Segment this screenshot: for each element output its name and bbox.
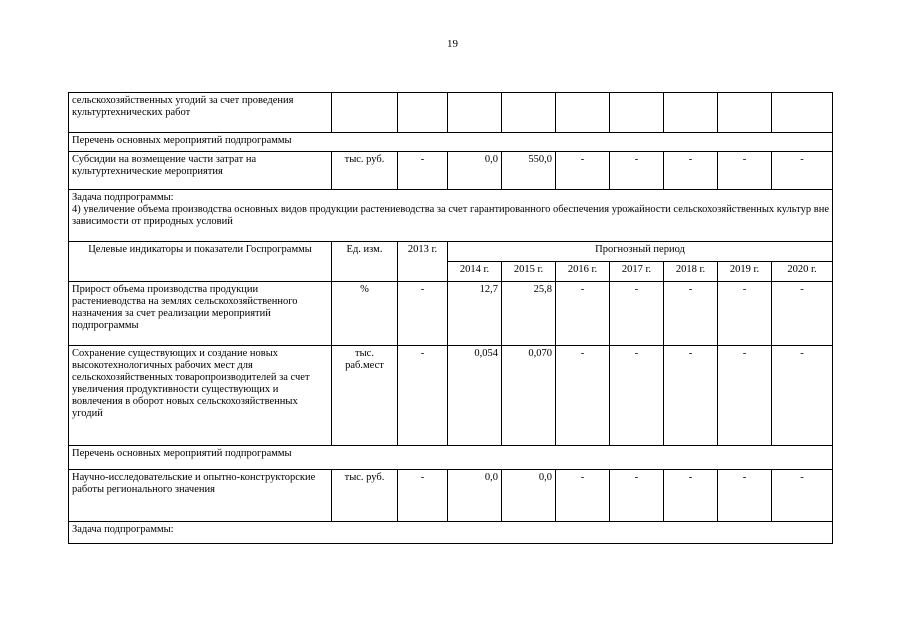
header-year: 2014 г.: [448, 262, 502, 282]
header-indicators: Целевые индикаторы и показатели Госпрограммы: [69, 242, 332, 282]
value-cell: -: [772, 152, 833, 190]
header-year: 2019 г.: [718, 262, 772, 282]
value-cell: -: [556, 152, 610, 190]
value-cell: -: [664, 152, 718, 190]
value-cell: -: [718, 470, 772, 522]
header-year: 2020 г.: [772, 262, 833, 282]
value-cell: 0,0: [502, 470, 556, 522]
value-cell: -: [398, 346, 448, 446]
section-row: [69, 446, 833, 470]
value-cell: 0,0: [448, 470, 502, 522]
unit-cell: %: [332, 282, 398, 346]
indicator-name: сельскохозяйственных угодий за счет проведения культуртехнических работ: [69, 93, 332, 133]
task-row: [69, 190, 833, 242]
value-cell: -: [664, 282, 718, 346]
indicator-name: Сохранение существующих и создание новых высокотехнологичных рабочих мест для сельскохозяйственных товаропроизводителей за счет увеличения продуктивности существующих и вовлечения в оборот новых сельскохозяйственных угодий: [69, 346, 332, 446]
value-cell: -: [610, 470, 664, 522]
value-cell: -: [610, 152, 664, 190]
indicators-table: [68, 92, 833, 544]
header-year: 2015 г.: [502, 262, 556, 282]
value-cell: 0,070: [502, 346, 556, 446]
page-number: 19: [447, 38, 458, 50]
header-unit: Ед. изм.: [332, 242, 398, 282]
header-year: 2018 г.: [664, 262, 718, 282]
value-cell: -: [718, 346, 772, 446]
task-label: Задача подпрограммы:: [72, 192, 174, 203]
table-header-row: [69, 242, 833, 262]
section-row: [69, 133, 833, 152]
header-base-year: 2013 г.: [398, 242, 448, 282]
value-cell: 550,0: [502, 152, 556, 190]
task-label: Задача подпрограммы:: [69, 522, 833, 544]
section-heading: Перечень основных мероприятий подпрограммы: [69, 446, 833, 470]
value-cell: -: [398, 470, 448, 522]
unit-cell: тыс. руб.: [332, 152, 398, 190]
header-year: 2016 г.: [556, 262, 610, 282]
table-row: [69, 93, 833, 133]
value-cell: 0,054: [448, 346, 502, 446]
value-cell: -: [610, 346, 664, 446]
table-row: [69, 470, 833, 522]
indicator-name: Прирост объема производства продукции растениеводства на землях сельскохозяйственного назначения за счет реализации мероприятий подпрограммы: [69, 282, 332, 346]
header-year: 2017 г.: [610, 262, 664, 282]
value-cell: -: [556, 346, 610, 446]
table-row: [69, 282, 833, 346]
task-row: [69, 522, 833, 544]
value-cell: -: [398, 282, 448, 346]
value-cell: -: [610, 282, 664, 346]
indicator-name: Субсидии на возмещение части затрат на культуртехнические мероприятия: [69, 152, 332, 190]
value-cell: 25,8: [502, 282, 556, 346]
value-cell: -: [772, 470, 833, 522]
value-cell: -: [664, 346, 718, 446]
value-cell: 0,0: [448, 152, 502, 190]
value-cell: -: [664, 470, 718, 522]
table-row: [69, 152, 833, 190]
value-cell: -: [718, 282, 772, 346]
value-cell: -: [772, 282, 833, 346]
value-cell: -: [718, 152, 772, 190]
value-cell: -: [398, 152, 448, 190]
indicator-name: Научно-исследовательские и опытно-конструкторские работы регионального значения: [69, 470, 332, 522]
table-row: [69, 346, 833, 446]
value-cell: 12,7: [448, 282, 502, 346]
value-cell: -: [556, 470, 610, 522]
unit-cell: тыс. руб.: [332, 470, 398, 522]
task-text: 4) увеличение объема производства основных видов продукции растениеводства за счет гарантированного обеспечения урожайности сельскохозяйственных культур вне зависимости от природных условий: [72, 204, 829, 227]
value-cell: -: [556, 282, 610, 346]
section-heading: Перечень основных мероприятий подпрограммы: [69, 133, 833, 152]
header-forecast: Прогнозный период: [448, 242, 833, 262]
unit-cell: тыс. раб.мест: [332, 346, 398, 446]
value-cell: -: [772, 346, 833, 446]
